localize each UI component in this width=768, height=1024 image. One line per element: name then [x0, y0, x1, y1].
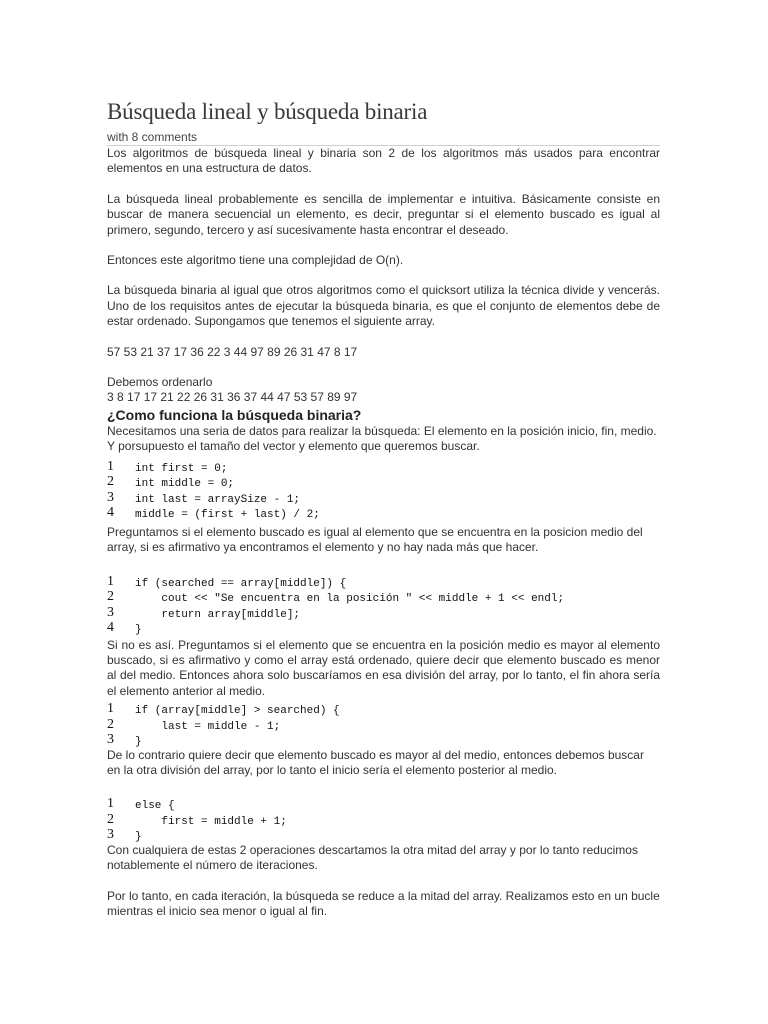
code-line [107, 490, 660, 506]
code-text: } [135, 624, 142, 636]
code-line [107, 717, 660, 733]
line-number: 1 [107, 458, 114, 474]
code-text: if (array[middle] > searched) { [135, 705, 340, 718]
code-text: int last = arraySize - 1; [135, 493, 301, 506]
array-sorted: 3 8 17 17 21 22 26 31 36 37 44 47 53 57 89 97 [107, 390, 358, 405]
code-line [107, 574, 660, 590]
code-text: } [135, 736, 142, 749]
paragraph-discard-half: Con cualquiera de estas 2 operaciones descartamos la otra mitad del array y por lo tanto reducimos notablemente el número de iteraciones. [107, 842, 638, 873]
section-heading: ¿Como funciona la búsqueda binaria? [107, 406, 362, 423]
code-text: first = middle + 1; [135, 815, 287, 828]
comments-link[interactable]: with 8 comments [107, 130, 660, 146]
code-block-else [107, 796, 660, 843]
line-number: 2 [107, 716, 114, 732]
line-number: 4 [107, 620, 114, 635]
page-title: Búsqueda lineal y búsqueda binaria [107, 99, 428, 124]
paragraph-binary-search: La búsqueda binaria al igual que otros algoritmos como el quicksort utiliza la técnica divide y vencerás. Uno de los requisitos antes de ejecutar la búsqueda binaria, es que el conjunto de elementos debe de estar ordenado. Supongamos que tenemos el siguiente array. [107, 283, 660, 329]
code-line [107, 474, 660, 490]
code-line [107, 589, 660, 605]
paragraph-linear-search: La búsqueda lineal probablemente es sencilla de implementar e intuitiva. Básicamente consiste en buscar de manera secuencial un elemento, es decir, preguntar si el elemento buscado es igual al primero, segundo, tercero y así sucesivamente hasta encontrar el deseado. [107, 191, 660, 237]
paragraph-loop: Por lo tanto, en cada iteración, la búsqueda se reduce a la mitad del array. Realizamos esto en un bucle mientras el inicio sea menor o igual al fin. [107, 888, 660, 919]
paragraph-complexity: Entonces este algoritmo tiene una complejidad de O(n). [107, 253, 404, 268]
paragraph-intro: Los algoritmos de búsqueda lineal y binaria son 2 de los algoritmos más usados para encontrar elementos en una estructura de datos. [107, 146, 660, 176]
code-text: if (searched == array[middle]) { [135, 577, 347, 590]
code-text: } [135, 831, 142, 844]
line-number: 4 [107, 505, 114, 521]
line-number: 3 [107, 604, 114, 620]
code-line [107, 459, 660, 475]
code-text: last = middle - 1; [135, 720, 281, 733]
line-number: 2 [107, 474, 114, 490]
code-block-init [107, 459, 660, 521]
paragraph-requirements: Necesitamos una seria de datos para realizar la búsqueda: El elemento en la posición inicio, fin, medio. Y porsupuesto el tamaño del vector y elemento que queremos buscar. [107, 423, 657, 454]
sort-label: Debemos ordenarlo [107, 375, 213, 390]
line-number: 3 [107, 489, 114, 505]
code-text: int middle = 0; [135, 478, 235, 491]
line-number: 1 [107, 573, 114, 589]
array-unsorted: 57 53 21 37 17 36 22 3 44 97 89 26 31 47 8 17 [107, 344, 358, 359]
paragraph-greater-check: Si no es así. Preguntamos si el elemento que se encuentra en la posición medio es mayor al elemento buscado, si es afirmativo y como el array está ordenado, quiere decir que elemento buscado es menor al del medio. Entonces ahora solo buscaríamos en esa división del array, por lo tanto, el fin ahora sería el elemento anterior al medio. [107, 637, 660, 698]
code-line [107, 812, 660, 828]
paragraph-otherwise: De lo contrario quiere decir que elemento buscado es mayor al del medio, entonces debemos buscar en la otra división del array, por lo tanto el inicio sería el elemento posterior al medio. [107, 747, 644, 778]
line-number: 1 [107, 796, 114, 812]
code-text: return array[middle]; [135, 608, 301, 621]
paragraph-equal-check: Preguntamos si el elemento buscado es igual al elemento que se encuentra en la posicion medio del array, si es afirmativo ya encontramos el elemento y no hay nada más que hacer. [107, 524, 643, 555]
code-line [107, 796, 660, 812]
code-text: int first = 0; [135, 462, 228, 475]
code-text: else { [135, 800, 175, 813]
code-block-greater [107, 701, 660, 748]
line-number: 1 [107, 701, 114, 717]
line-number: 2 [107, 589, 114, 604]
code-block-equal [107, 574, 660, 636]
line-number: 3 [107, 827, 114, 843]
code-line [107, 701, 660, 717]
code-line [107, 505, 660, 521]
code-text: middle = (first + last) / 2; [135, 509, 320, 522]
article [107, 96, 660, 920]
line-number: 3 [107, 732, 114, 748]
line-number: 2 [107, 811, 114, 827]
code-text: cout << "Se encuentra en la posición " << middle + 1 << endl; [135, 593, 565, 605]
